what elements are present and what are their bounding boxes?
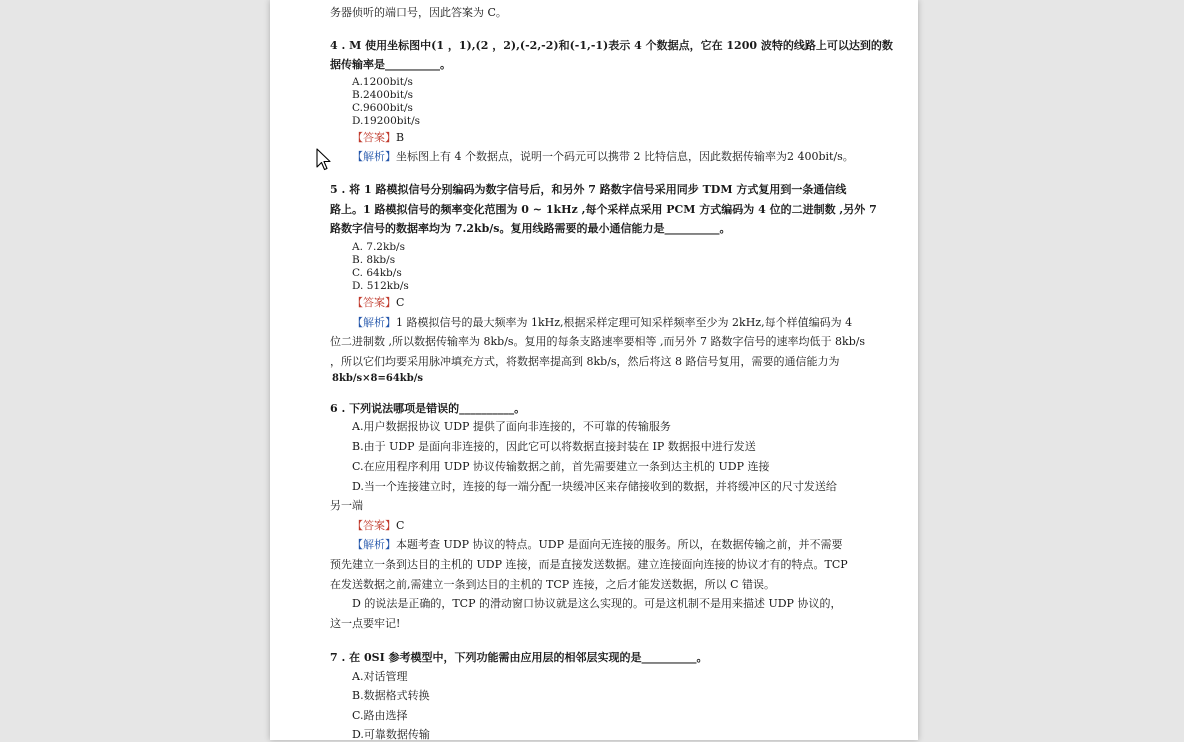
answer-tag: 【答案】 xyxy=(352,131,396,144)
q4-stem-line1: 4 . M 使用坐标图中(1 ，1),(2 ，2),(-2,-2)和(-1,-1)表示 4 个数据点，它在 1200 波特的线路上可以达到的数 xyxy=(330,39,893,52)
q5-option-c: C. 64kb/s xyxy=(352,267,402,279)
q4-option-d: D.19200bit/s xyxy=(352,115,421,127)
q6-option-b: B.由于 UDP 是面向非连接的，因此它可以将数据直接封装在 IP 数据报中进行发送 xyxy=(352,440,756,453)
q6-option-a: A.用户数据报协议 UDP 提供了面向非连接的，不可靠的传输服务 xyxy=(352,420,671,433)
q5-explanation-line3: ，所以它们均要采用脉冲填充方式，将数据率提高到 8kb/s，然后将这 8 路信号复用，需要的通信能力为 xyxy=(330,355,840,368)
explanation-tag: 【解析】 xyxy=(352,538,396,551)
q4-answer xyxy=(352,131,404,145)
q5-stem-line3: 路数字信号的数据率均为 7.2kb/s。复用线路需要的最小通信能力是__________。 xyxy=(330,222,731,235)
q4-answer-value: B xyxy=(396,131,405,144)
q5-explanation xyxy=(352,316,852,330)
q5-explanation-line2: 位二进制数 ,所以数据传输率为 8kb/s。复用的每条支路速率要相等 ,而另外 7 路数字信号的速率均低于 8kb/s xyxy=(330,335,866,348)
q4-option-a: A.1200bit/s xyxy=(352,76,413,88)
q6-answer-value: C xyxy=(396,519,405,532)
q4-option-b: B.2400bit/s xyxy=(352,89,414,101)
explanation-tag: 【解析】 xyxy=(352,316,396,329)
q4-explanation xyxy=(352,150,854,164)
q6-option-d-line1: D.当一个连接建立时，连接的每一端分配一块缓冲区来存储接收到的数据，并将缓冲区的尺寸发送给 xyxy=(352,480,837,493)
answer-tag: 【答案】 xyxy=(352,296,396,309)
q7-option-d: D.可靠数据传输 xyxy=(352,728,430,741)
q4-stem-line2: 据传输率是__________。 xyxy=(330,58,451,71)
explanation-tag: 【解析】 xyxy=(352,150,396,163)
q6-option-c: C.在应用程序利用 UDP 协议传输数据之前，首先需要建立一条到达主机的 UDP 连接 xyxy=(352,460,770,473)
q6-option-d-line2: 另一端 xyxy=(330,499,363,512)
q6-explanation-line3: 在发送数据之前,需建立一条到达目的主机的 TCP 连接，之后才能发送数据，所以 C 错误。 xyxy=(330,578,776,591)
answer-tag: 【答案】 xyxy=(352,519,396,532)
q3-tail-text: 务器侦听的端口号，因此答案为 C。 xyxy=(330,6,507,19)
q5-explanation-text: 1 路模拟信号的最大频率为 1kHz,根据采样定理可知采样频率至少为 2kHz,每个样值编码为 4 xyxy=(396,316,853,329)
q7-option-b: B.数据格式转换 xyxy=(352,689,430,702)
q6-explanation-line5: 这一点要牢记! xyxy=(330,617,401,630)
q5-option-b: B. 8kb/s xyxy=(352,254,396,266)
q6-explanation-text: 本题考查 UDP 协议的特点。UDP 是面向无连接的服务。所以，在数据传输之前，并不需要 xyxy=(396,538,843,551)
q5-answer xyxy=(352,296,404,310)
q5-answer-value: C xyxy=(396,296,405,309)
q6-explanation-line2: 预先建立一条到达目的主机的 UDP 连接，而是直接发送数据。建立连接面向连接的协议才有的特点。TCP xyxy=(330,558,848,571)
q7-option-c: C.路由选择 xyxy=(352,709,408,722)
q5-option-d: D. 512kb/s xyxy=(352,280,409,292)
q6-explanation-line4: D 的说法是正确的，TCP 的滑动窗口协议就是这么实现的。可是这机制不是用来描述 UDP 协议的， xyxy=(352,597,842,610)
mouse-pointer-icon xyxy=(316,148,332,172)
q7-option-a: A.对话管理 xyxy=(352,670,408,683)
q7-stem: 7 . 在 0SI 参考模型中，下列功能需由应用层的相邻层实现的是__________。 xyxy=(330,651,708,664)
q6-explanation xyxy=(352,538,842,552)
document-page xyxy=(270,0,918,740)
q5-explanation-line4: 8kb/s×8=64kb/s xyxy=(332,373,423,384)
q5-stem-line2: 路上。1 路模拟信号的频率变化范围为 0 ~ 1kHz ,每个采样点采用 PCM 方式编码为 4 位的二进制数 ,另外 7 xyxy=(330,203,877,216)
q4-option-c: C.9600bit/s xyxy=(352,102,413,114)
q6-stem: 6 . 下列说法哪项是错误的__________。 xyxy=(330,402,526,415)
q4-explanation-text: 坐标图上有 4 个数据点，说明一个码元可以携带 2 比特信息，因此数据传输率为2 400bit/s。 xyxy=(396,150,854,163)
q5-stem-line1: 5 . 将 1 路模拟信号分别编码为数字信号后，和另外 7 路数字信号采用同步 TDM 方式复用到一条通信线 xyxy=(330,183,847,196)
q6-answer xyxy=(352,519,404,533)
q5-option-a: A. 7.2kb/s xyxy=(352,241,405,253)
